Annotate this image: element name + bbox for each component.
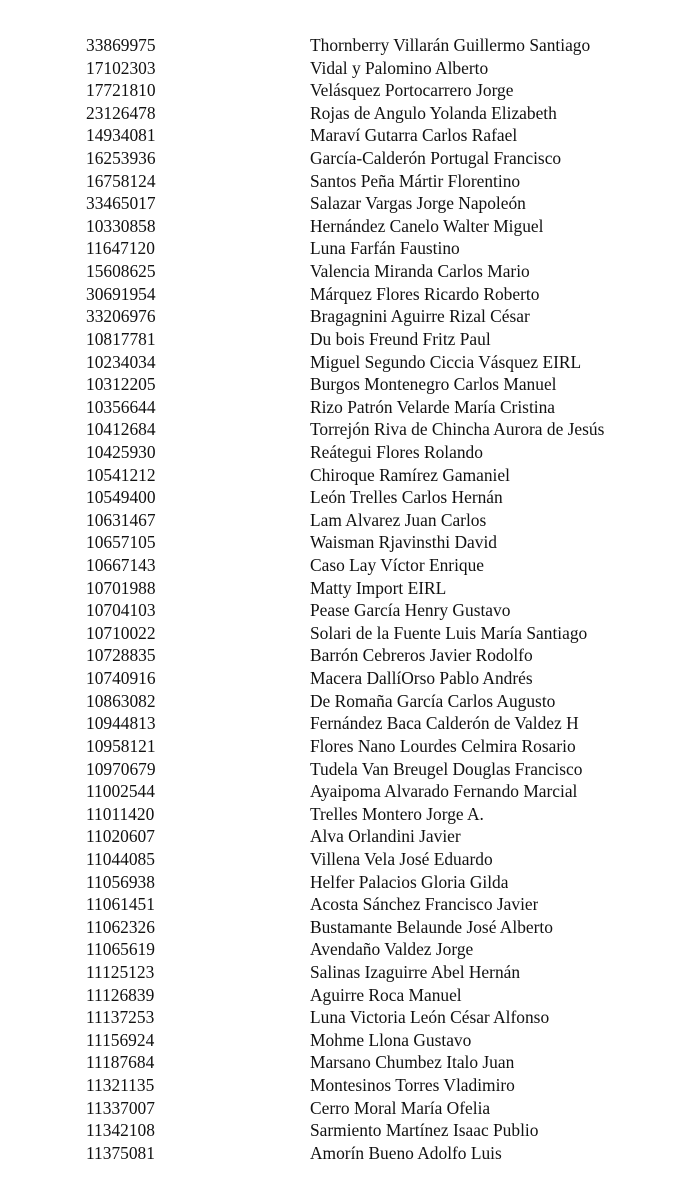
record-code: 11156924 (86, 1029, 155, 1050)
record-code: 10631467 (86, 509, 156, 530)
list-item (0, 871, 681, 894)
list-item (0, 396, 681, 419)
record-code: 10330858 (86, 215, 156, 236)
record-code: 11137253 (86, 1007, 155, 1028)
record-code: 10425930 (86, 441, 156, 462)
record-name: Barrón Cebreros Javier Rodolfo (310, 645, 533, 666)
record-name: Bragagnini Aguirre Rizal César (310, 306, 530, 327)
list-item (0, 34, 681, 57)
record-name: Velásquez Portocarrero Jorge (310, 80, 514, 101)
list-item (0, 79, 681, 102)
record-code: 33869975 (86, 35, 156, 55)
record-name: Ayaipoma Alvarado Fernando Marcial (310, 781, 578, 802)
record-code: 11126839 (86, 984, 155, 1005)
record-code: 10412684 (86, 419, 156, 440)
list-item (0, 305, 681, 328)
list-item (0, 260, 681, 283)
record-code: 11125123 (86, 961, 155, 982)
record-name: Matty Import EIRL (310, 577, 447, 598)
record-code: 10667143 (86, 555, 156, 576)
record-name: Reátegui Flores Rolando (310, 441, 483, 462)
list-item (0, 328, 681, 351)
list-item (0, 577, 681, 600)
record-name: García-Calderón Portugal Francisco (310, 148, 562, 169)
record-name: Sarmiento Martínez Isaac Publio (310, 1120, 539, 1141)
record-name: Rojas de Angulo Yolanda Elizabeth (310, 102, 557, 123)
record-code: 10701988 (86, 577, 156, 598)
list-item (0, 712, 681, 735)
record-code: 33465017 (86, 193, 156, 214)
list-item (0, 1119, 681, 1142)
record-name: Tudela Van Breugel Douglas Francisco (310, 758, 583, 779)
record-name: Avendaño Valdez Jorge (310, 939, 474, 960)
record-code: 10356644 (86, 396, 156, 417)
record-code: 10863082 (86, 690, 156, 711)
list-item (0, 441, 681, 464)
record-name: Luna Victoria León César Alfonso (310, 1007, 550, 1028)
record-name: Rizo Patrón Velarde María Cristina (310, 396, 556, 417)
record-name: Caso Lay Víctor Enrique (310, 555, 485, 576)
record-code: 11375081 (86, 1142, 155, 1163)
record-code: 16758124 (86, 170, 156, 191)
record-code: 10728835 (86, 645, 156, 666)
list-item (0, 351, 681, 374)
record-name: Pease García Henry Gustavo (310, 600, 511, 621)
record-name: Helfer Palacios Gloria Gilda (310, 871, 509, 892)
list-item (0, 667, 681, 690)
list-item (0, 486, 681, 509)
record-code: 11020607 (86, 826, 155, 847)
list-item (0, 644, 681, 667)
record-code: 33206976 (86, 306, 156, 327)
list-item (0, 237, 681, 260)
record-name: Solari de la Fuente Luis María Santiago (310, 622, 588, 643)
record-name: Hernández Canelo Walter Miguel (310, 215, 544, 236)
record-code: 11056938 (86, 871, 155, 892)
list-item (0, 192, 681, 215)
record-name: Thornberry Villarán Guillermo Santiago (310, 35, 591, 55)
record-name: Vidal y Palomino Alberto (310, 57, 489, 78)
record-name: Alva Orlandini Javier (310, 826, 461, 847)
record-code: 11061451 (86, 894, 155, 915)
record-code: 11647120 (86, 238, 155, 259)
record-name: Marsano Chumbez Italo Juan (310, 1052, 515, 1073)
record-name: Lam Alvarez Juan Carlos (310, 509, 487, 530)
record-name: Macera DallíOrso Pablo Andrés (310, 668, 533, 689)
record-code: 11044085 (86, 848, 155, 869)
list-item (0, 57, 681, 80)
record-code: 10944813 (86, 713, 156, 734)
list-item (0, 1097, 681, 1120)
record-name: Fernández Baca Calderón de Valdez H (310, 713, 579, 734)
list-item (0, 825, 681, 848)
list-item (0, 1006, 681, 1029)
record-code: 11337007 (86, 1097, 155, 1118)
record-code: 11321135 (86, 1075, 155, 1096)
record-name: Bustamante Belaunde José Alberto (310, 916, 553, 937)
list-item (0, 554, 681, 577)
record-code: 10234034 (86, 351, 156, 372)
record-name: Miguel Segundo Ciccia Vásquez EIRL (310, 351, 582, 372)
list-item (0, 916, 681, 939)
list-item (0, 418, 681, 441)
record-code: 10817781 (86, 328, 156, 349)
record-name: Cerro Moral María Ofelia (310, 1097, 491, 1118)
record-code: 10710022 (86, 622, 156, 643)
list-item (0, 803, 681, 826)
list-item (0, 509, 681, 532)
record-code: 11062326 (86, 916, 155, 937)
record-name: Salinas Izaguirre Abel Hernán (310, 961, 521, 982)
record-name: Acosta Sánchez Francisco Javier (310, 894, 539, 915)
list-item (0, 938, 681, 961)
record-code: 10549400 (86, 487, 156, 508)
record-name: Márquez Flores Ricardo Roberto (310, 283, 540, 304)
list-item (0, 1142, 681, 1165)
record-code: 10740916 (86, 668, 156, 689)
record-name: Burgos Montenegro Carlos Manuel (310, 374, 557, 395)
record-name: Maraví Gutarra Carlos Rafael (310, 125, 518, 146)
list-item (0, 599, 681, 622)
record-code: 30691954 (86, 283, 156, 304)
list-item (0, 1051, 681, 1074)
list-item (0, 848, 681, 871)
record-code: 10541212 (86, 464, 156, 485)
record-name: Trelles Montero Jorge A. (310, 803, 484, 824)
record-code: 10958121 (86, 735, 156, 756)
record-code: 10657105 (86, 532, 156, 553)
record-code: 14934081 (86, 125, 156, 146)
record-code: 11342108 (86, 1120, 155, 1141)
record-name: Santos Peña Mártir Florentino (310, 170, 521, 191)
list-item (0, 102, 681, 125)
record-code: 11187684 (86, 1052, 155, 1073)
list-item (0, 124, 681, 147)
list-item (0, 373, 681, 396)
list-item (0, 758, 681, 781)
record-name: Valencia Miranda Carlos Mario (310, 261, 530, 282)
list-item (0, 1074, 681, 1097)
record-name: Du bois Freund Fritz Paul (310, 328, 491, 349)
record-name: León Trelles Carlos Hernán (310, 487, 503, 508)
record-name: Amorín Bueno Adolfo Luis (310, 1142, 502, 1163)
list-item (0, 622, 681, 645)
list-item (0, 531, 681, 554)
record-name: Mohme Llona Gustavo (310, 1029, 472, 1050)
record-code: 10704103 (86, 600, 156, 621)
list-item (0, 735, 681, 758)
record-code: 16253936 (86, 148, 156, 169)
list-item (0, 283, 681, 306)
record-code: 15608625 (86, 261, 156, 282)
record-code: 10970679 (86, 758, 156, 779)
record-name: Torrejón Riva de Chincha Aurora de Jesús (310, 419, 605, 440)
record-list (0, 34, 681, 1164)
list-item (0, 893, 681, 916)
list-item (0, 780, 681, 803)
record-name: De Romaña García Carlos Augusto (310, 690, 556, 711)
list-item (0, 464, 681, 487)
list-item (0, 170, 681, 193)
record-code: 11065619 (86, 939, 155, 960)
record-name: Salazar Vargas Jorge Napoleón (310, 193, 526, 214)
record-name: Chiroque Ramírez Gamaniel (310, 464, 510, 485)
record-code: 11002544 (86, 781, 155, 802)
record-name: Luna Farfán Faustino (310, 238, 460, 259)
record-name: Villena Vela José Eduardo (310, 848, 493, 869)
list-item (0, 984, 681, 1007)
list-item (0, 690, 681, 713)
record-code: 17721810 (86, 80, 156, 101)
list-item (0, 961, 681, 984)
record-code: 23126478 (86, 102, 156, 123)
record-code: 10312205 (86, 374, 156, 395)
list-item (0, 1029, 681, 1052)
record-name: Aguirre Roca Manuel (310, 984, 462, 1005)
record-code: 17102303 (86, 57, 156, 78)
record-name: Waisman Rjavinsthi David (310, 532, 497, 553)
record-name: Flores Nano Lourdes Celmira Rosario (310, 735, 576, 756)
record-name: Montesinos Torres Vladimiro (310, 1075, 515, 1096)
list-item (0, 147, 681, 170)
list-item (0, 215, 681, 238)
record-code: 11011420 (86, 803, 155, 824)
